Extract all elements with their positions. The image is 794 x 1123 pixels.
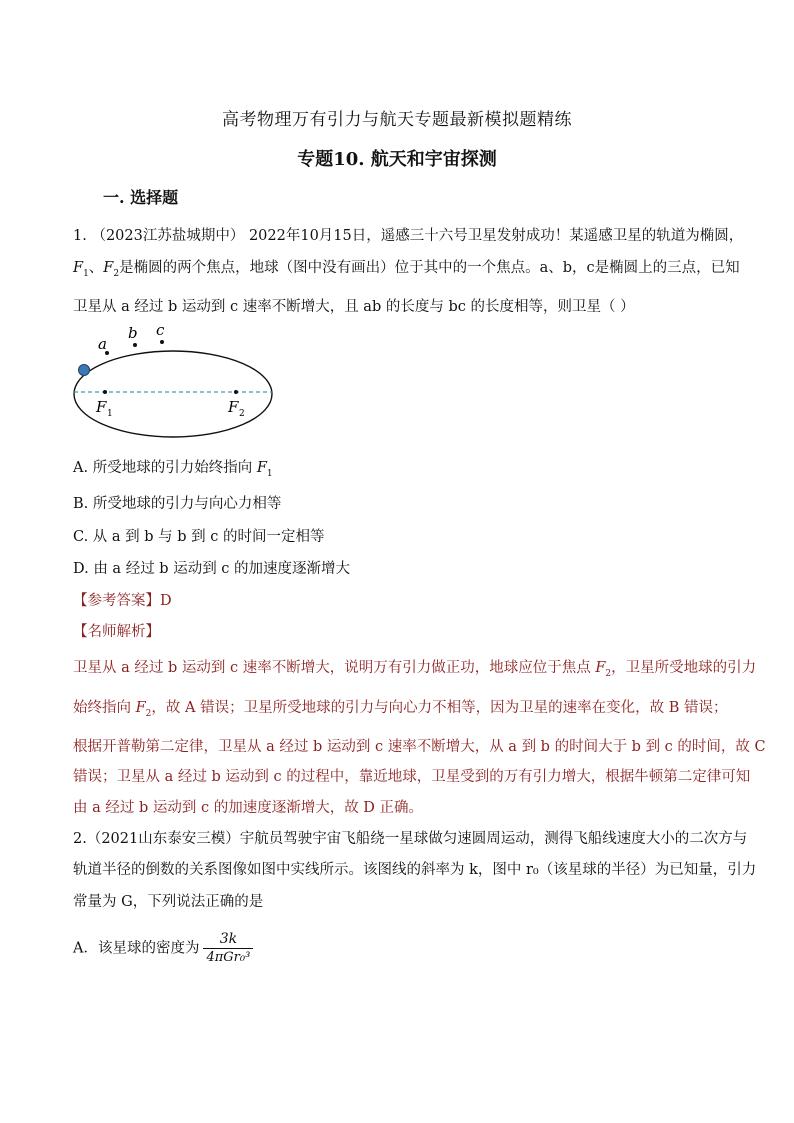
q1-option-b: B. 所受地球的引力与向心力相等 <box>73 496 282 512</box>
q1-analysis-line-2: 始终指向 $F_2$，故 A 错误；卫星所受地球的引力与向心力不相等，因为卫星的速率在变化，故 B 错误； <box>73 700 728 719</box>
point-c <box>160 340 164 344</box>
label-f1: F <box>96 398 107 416</box>
label-b: b <box>128 324 138 342</box>
satellite-icon <box>79 365 90 376</box>
topic-title: 专题10. 航天和宇宙探测 <box>297 149 497 170</box>
density-fraction: $\frac{3k}{\text{4πGr₀³}}$ <box>203 930 253 967</box>
q1-line-2-text: 是椭圆的两个焦点，地球（图中没有画出）位于其中的一个焦点。a、b，c是椭圆上的三点，已知 <box>119 260 740 276</box>
orbit-ellipse <box>74 351 272 437</box>
q1-analysis-line-3: 根据开普勒第二定律，卫星从 a 经过 b 运动到 c 速率不断增大，从 a 到 b 的时间大于 b 到 c 的时间，故 C <box>73 739 766 755</box>
q2-line-2: 轨道半径的倒数的关系图像如图中实线所示。该图线的斜率为 k，图中 r₀（该星球的半径）为已知量，引力 <box>73 862 757 878</box>
q2-line-3: 常量为 G，下列说法正确的是 <box>73 894 264 910</box>
document-title: 高考物理万有引力与航天专题最新模拟题精练 <box>222 110 572 130</box>
label-f2-sub: 2 <box>239 409 245 419</box>
q1-analysis-label: 【名师解析】 <box>73 624 160 640</box>
label-c: c <box>156 321 165 339</box>
q1-option-d: D. 由 a 经过 b 运动到 c 的加速度逐渐增大 <box>73 561 351 577</box>
ellipse-orbit-diagram <box>70 320 285 440</box>
label-f2: F <box>228 398 239 416</box>
q2-option-a: A．该星球的密度为 $\frac{3k}{\text{4πGr₀³}}$ <box>73 930 733 967</box>
q1-analysis-line-5: 由 a 经过 b 运动到 c 的加速度逐渐增大，故 D 正确。 <box>73 800 424 816</box>
q1-line-2: $F_1$、$F_2$是椭圆的两个焦点，地球（图中没有画出）位于其中的一个焦点。a、b，c是椭圆上的三点，已知 <box>73 260 740 279</box>
q1-analysis-line-1: 卫星从 a 经过 b 运动到 c 速率不断增大，说明万有引力做正功，地球应位于焦点 $F_2$，卫星所受地球的引力 <box>73 660 757 679</box>
focus-f2-dot <box>234 390 238 394</box>
focus-f1-dot <box>103 390 107 394</box>
q1-option-a: A. 所受地球的引力始终指向 $F_1$ <box>73 460 273 479</box>
label-f1-sub: 1 <box>107 409 113 419</box>
q1-line-1: 1. （2023江苏盐城期中） 2022年10月15日，遥感三十六号卫星发射成功！某遥感卫星的轨道为椭圆， <box>73 228 744 244</box>
q1-analysis-line-4: 错误；卫星从 a 经过 b 运动到 c 的过程中，靠近地球，卫星受到的万有引力增大，根据牛顿第二定律可知 <box>73 769 751 785</box>
section-heading: 一. 选择题 <box>103 188 179 207</box>
q1-option-c: C. 从 a 到 b 与 b 到 c 的时间一定相等 <box>73 529 325 545</box>
q1-line-3: 卫星从 a 经过 b 运动到 c 速率不断增大，且 ab 的长度与 bc 的长度相等，则卫星（ ） <box>73 299 635 315</box>
label-a: a <box>98 335 107 353</box>
q2-line-1: 2.（2021山东泰安三模）宇航员驾驶宇宙飞船绕一星球做匀速圆周运动，测得飞船线速度大小的二次方与 <box>73 831 748 847</box>
point-b <box>133 343 137 347</box>
q1-answer: 【参考答案】D <box>73 593 172 609</box>
